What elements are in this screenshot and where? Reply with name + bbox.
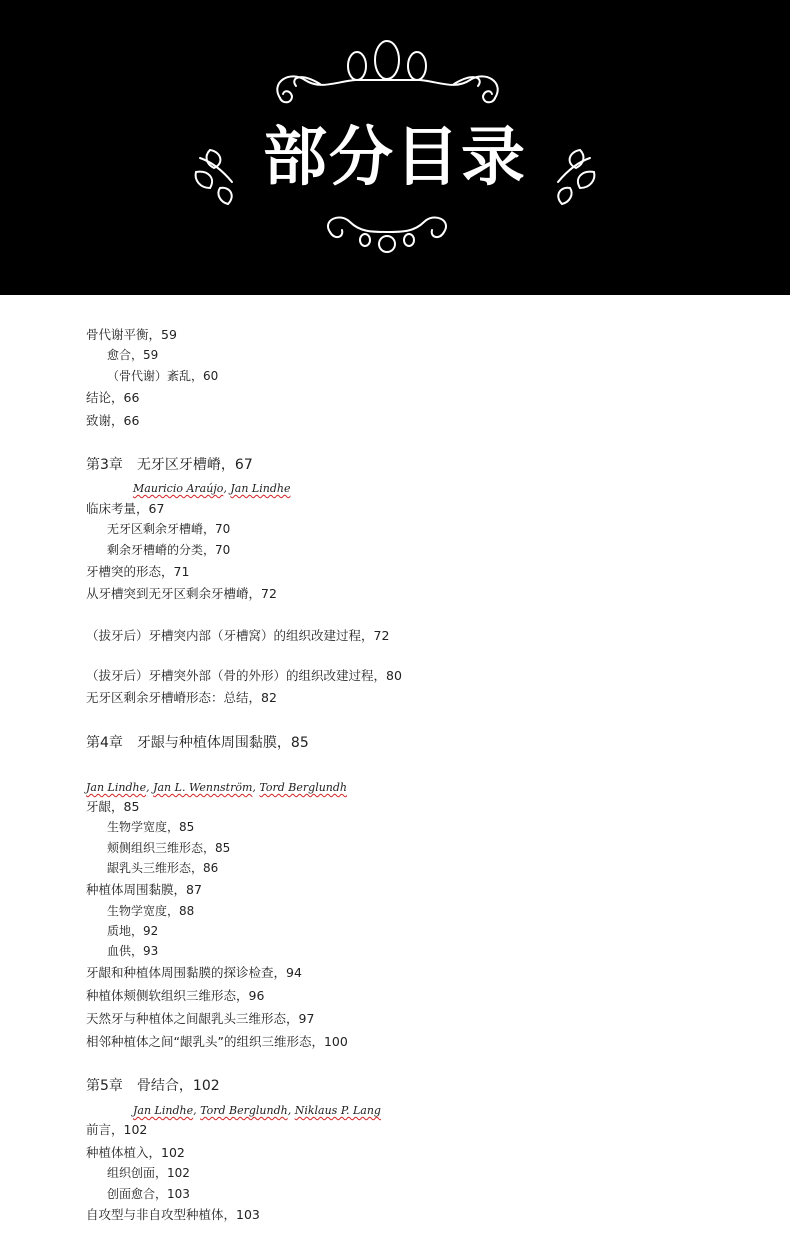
toc-entry: （拔牙后）牙槽突内部（牙槽窝）的组织改建过程，72 (86, 628, 390, 643)
toc-entry: 愈合，59 (107, 348, 159, 362)
chapter-heading: 第4章 牙龈与种植体周围黏膜，85 (86, 735, 309, 751)
author-name: Jan Lindhe (230, 482, 291, 495)
author-name: Mauricio Araújo (133, 482, 224, 495)
toc-entry: 组织创面，102 (107, 1166, 190, 1180)
toc-entry: 骨代谢平衡，59 (86, 327, 177, 342)
chapter-heading: 第3章 无牙区牙槽嵴，67 (86, 457, 253, 473)
toc-entry: 种植体颊侧软组织三维形态，96 (86, 988, 265, 1003)
toc-entry: 牙龈和种植体周围黏膜的探诊检查，94 (86, 965, 302, 980)
author-separator: , (223, 482, 231, 495)
toc-entry: 生物学宽度，85 (107, 820, 195, 834)
toc-entry: （骨代谢）紊乱，60 (107, 369, 219, 383)
toc-entry: 天然牙与种植体之间龈乳头三维形态，97 (86, 1011, 315, 1026)
toc-entry: 无牙区剩余牙槽嵴形态：总结，82 (86, 690, 277, 705)
author-separator: , (252, 781, 260, 794)
header-banner (0, 0, 790, 295)
author-separator: , (193, 1104, 201, 1117)
toc-entry: 剩余牙槽嵴的分类，70 (107, 543, 231, 557)
toc-entry: 自攻型与非自攻型种植体，103 (86, 1207, 260, 1222)
author-line (86, 780, 347, 796)
toc-entry: 相邻种植体之间“龈乳头”的组织三维形态，100 (86, 1034, 348, 1049)
toc-entry: 临床考量，67 (86, 501, 165, 516)
author-name: Jan Lindhe (86, 781, 147, 794)
toc-entry: 质地，92 (107, 924, 159, 938)
author-name: Jan Lindhe (133, 1104, 194, 1117)
toc-entry: 牙龈，85 (86, 799, 140, 814)
toc-entry: 前言，102 (86, 1122, 148, 1137)
author-separator: , (287, 1104, 295, 1117)
toc-entry: （拔牙后）牙槽突外部（骨的外形）的组织改建过程，80 (86, 668, 402, 683)
chapter-heading: 第5章 骨结合，102 (86, 1078, 220, 1094)
author-name: Tord Berglundh (200, 1104, 288, 1117)
toc-entry: 创面愈合，103 (107, 1187, 190, 1201)
toc-entry: 生物学宽度，88 (107, 904, 195, 918)
toc-entry: 结论，66 (86, 390, 140, 405)
toc-entry: 种植体周围黏膜，87 (86, 882, 202, 897)
author-name: Tord Berglundh (259, 781, 348, 794)
toc-entry: 龈乳头三维形态，86 (107, 861, 219, 875)
toc-entry: 牙槽突的形态，71 (86, 564, 190, 579)
page-title: 部分目录 (263, 120, 527, 195)
author-line (133, 481, 290, 497)
toc-entry: 血供，93 (107, 944, 159, 958)
author-name: Jan L. Wennström (153, 781, 253, 794)
author-separator: , (146, 781, 154, 794)
toc-entry: 从牙槽突到无牙区剩余牙槽嵴，72 (86, 586, 277, 601)
toc-entry: 颊侧组织三维形态，85 (107, 841, 231, 855)
toc-entry: 无牙区剩余牙槽嵴，70 (107, 522, 231, 536)
toc-entry: 种植体植入，102 (86, 1145, 185, 1160)
author-line (133, 1103, 381, 1119)
author-name: Niklaus P. Lang (294, 1104, 381, 1117)
toc-entry: 致谢，66 (86, 413, 140, 428)
